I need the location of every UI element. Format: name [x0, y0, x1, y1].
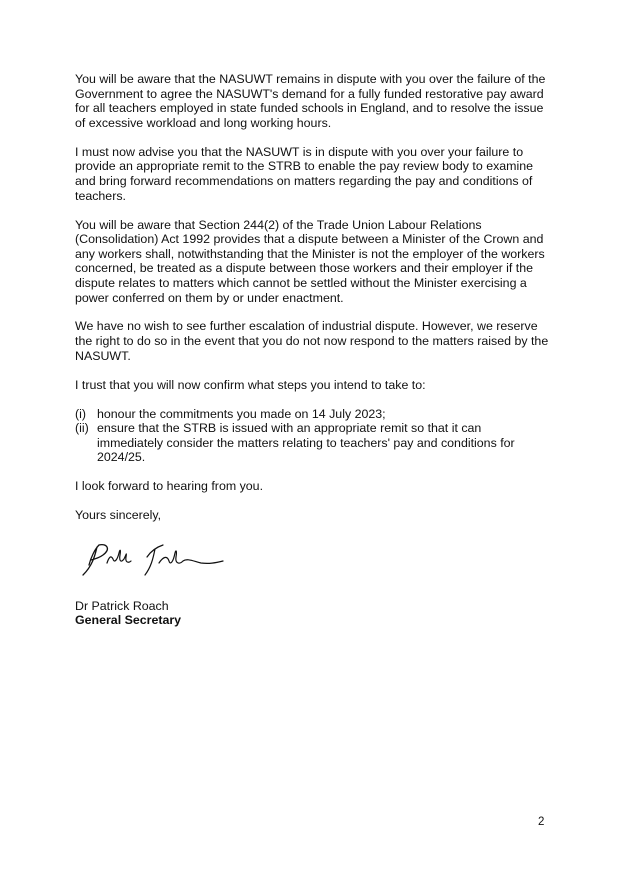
letter-body	[75, 72, 550, 628]
closing-line: I look forward to hearing from you.	[75, 479, 264, 494]
list-item-number: (ii)	[75, 421, 89, 436]
paragraph-section-244: You will be aware that Section 244(2) of the Trade Union Labour Relations (Consolidation) Act 1992 provides that a dispute between a Minister of the Crown and any workers shall, notwithstanding that the Minister is not the employer of the workers concerned, be treated as a dispute between those workers and their employer if the dispute relates to matters which cannot be settled without the Minister exercising a power conferred on them by or under enactment.	[75, 217, 545, 305]
signatory-name: Dr Patrick Roach	[75, 598, 169, 613]
signatory-title: General Secretary	[75, 613, 182, 628]
list-item-number: (i)	[75, 406, 87, 421]
page-number: 2	[538, 816, 545, 828]
signature-image	[77, 539, 227, 581]
list-item	[75, 421, 550, 465]
paragraph-escalation: We have no wish to see further escalation of industrial dispute. However, we reserve the right to do so in the event that you do not now respond to the matters raised by the NASUWT.	[75, 319, 549, 363]
steps-list	[75, 407, 550, 465]
paragraph-steps-intro: I trust that you will now confirm what steps you intend to take to:	[75, 377, 426, 392]
paragraph-dispute-pay: You will be aware that the NASUWT remains in dispute with you over the failure of the Government to agree the NASUWT's demand for a fully funded restorative pay award for all teachers employed in state funded schools in England, and to resolve the issue of excessive workload and long working hours.	[75, 72, 546, 130]
list-item-text: ensure that the STRB is issued with an appropriate remit so that it can immediately consider the matters relating to teachers' pay and conditions for 2024/25.	[97, 421, 515, 465]
paragraph-remit-dispute: I must now advise you that the NASUWT is in dispute with you over your failure to provide an appropriate remit to the STRB to enable the pay review body to examine and bring forward recommendations on matters regarding the pay and conditions of teachers.	[75, 144, 534, 203]
sign-off: Yours sincerely,	[75, 508, 162, 523]
list-item	[75, 407, 550, 422]
list-item-text: honour the commitments you made on 14 July 2023;	[97, 406, 386, 421]
